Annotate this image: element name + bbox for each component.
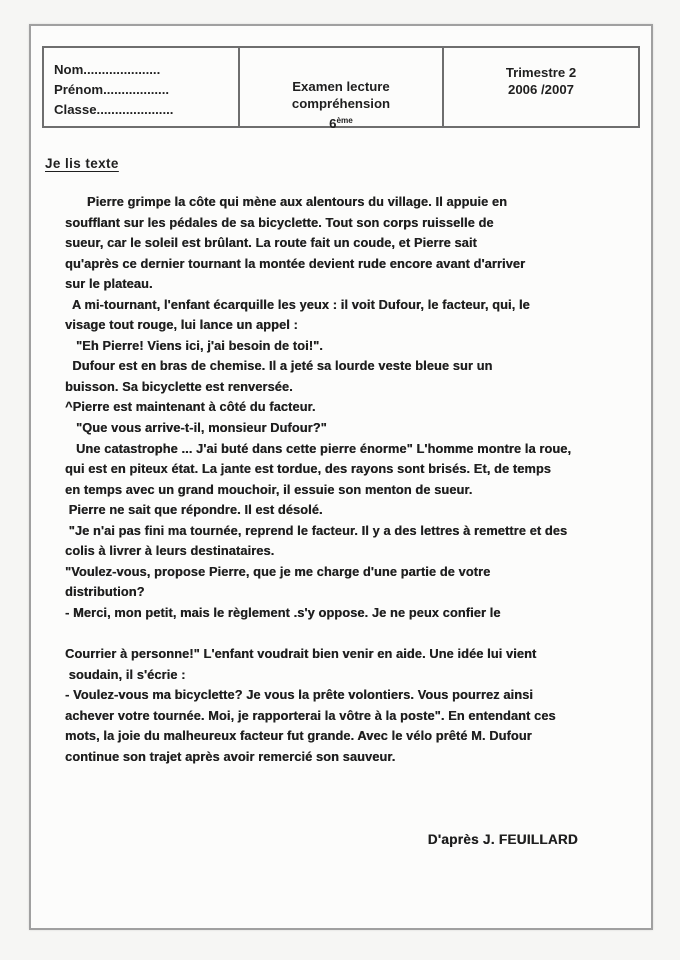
passage-line: soudain, il s'écrie : [65,666,186,682]
passage-line: Pierre ne sait que répondre. Il est désolé. [65,502,323,518]
passage-line: "Eh Pierre! Viens ici, j'ai besoin de toi!". [65,337,323,353]
passage-line: buisson. Sa bicyclette est renversée. [65,378,293,394]
passage-line: "Voulez-vous, propose Pierre, que je me charge d'une partie de votre [65,563,491,579]
passage-line: visage tout rouge, lui lance un appel : [65,317,298,333]
name-field-label: Nom..................... [54,62,161,77]
passage-line: Une catastrophe ... J'ai buté dans cette pierre énorme" L'homme montre la roue, [65,440,572,456]
passage-line: Dufour est en bras de chemise. Il a jeté sa lourde veste bleue sur un [65,358,493,374]
exam-title-cell [240,48,444,131]
passage-line: ^Pierre est maintenant à côté du facteur. [65,399,316,415]
passage-line: "Que vous arrive-t-il, monsieur Dufour?" [65,420,327,436]
passage-line: continue son trajet après avoir remercié son sauveur. [65,748,396,764]
term-cell [444,48,638,126]
scanned-exam-page [29,24,653,930]
passage-line: en temps avec un grand mouchoir, il essuie son menton de sueur. [65,481,473,497]
passage-line: A mi-tournant, l'enfant écarquille les yeux : il voit Dufour, le facteur, qui, le [65,296,530,312]
class-field-label: Classe..................... [54,102,174,117]
passage-line: mots, la joie du malheureux facteur fut grande. Avec le vélo prêté M. Dufour [65,728,532,744]
passage-line: - Merci, mon petit, mais le règlement .s'y oppose. Je ne peux confier le [65,604,501,620]
passage-line: sur le plateau. [65,276,153,292]
passage-line: Courrier à personne!" L'enfant voudrait bien venir en aide. Une idée lui vient [65,646,537,662]
school-year: 2006 /2007 [507,82,574,97]
grade-number: 6 [329,116,337,131]
student-info-cell [44,48,240,126]
header-table [42,46,640,131]
passage-line: colis à livrer à leurs destinataires. [65,543,275,559]
term-label: Trimestre 2 [505,65,577,80]
passage-line: distribution? [65,584,145,600]
passage-line: qu'après ce dernier tournant la montée devient rude encore avant d'arriver [65,255,526,271]
passage-line: qui est en piteux état. La jante est tordue, des rayons sont brisés. Et, de temps [65,461,551,477]
passage-line: achever votre tournée. Moi, je rapporterai la vôtre à la poste". En entendant ces [65,707,556,723]
firstname-field-label: Prénom.................. [54,82,170,97]
grade-suffix: ème [336,116,353,125]
section-title: Je lis texte [45,156,119,171]
exam-title-line1: Examen lecture [292,79,390,94]
passage-line: soufflant sur les pédales de sa bicyclette. Tout son corps ruisselle de [65,214,494,230]
grade-level [240,112,442,132]
attribution: D'après J. FEUILLARD [427,832,578,847]
passage-line: - Voulez-vous ma bicyclette? Je vous la prête volontiers. Vous pourrez ainsi [65,687,533,703]
exam-title-line2: compréhension [291,96,391,111]
reading-passage [65,192,647,767]
passage-line [65,623,647,644]
passage-line: "Je n'ai pas fini ma tournée, reprend le facteur. Il y a des lettres à remettre et des [65,522,568,538]
passage-line: Pierre grimpe la côte qui mène aux alentours du village. Il appuie en [65,194,508,209]
passage-line: sueur, car le soleil est brûlant. La route fait un coude, et Pierre sait [65,235,477,251]
